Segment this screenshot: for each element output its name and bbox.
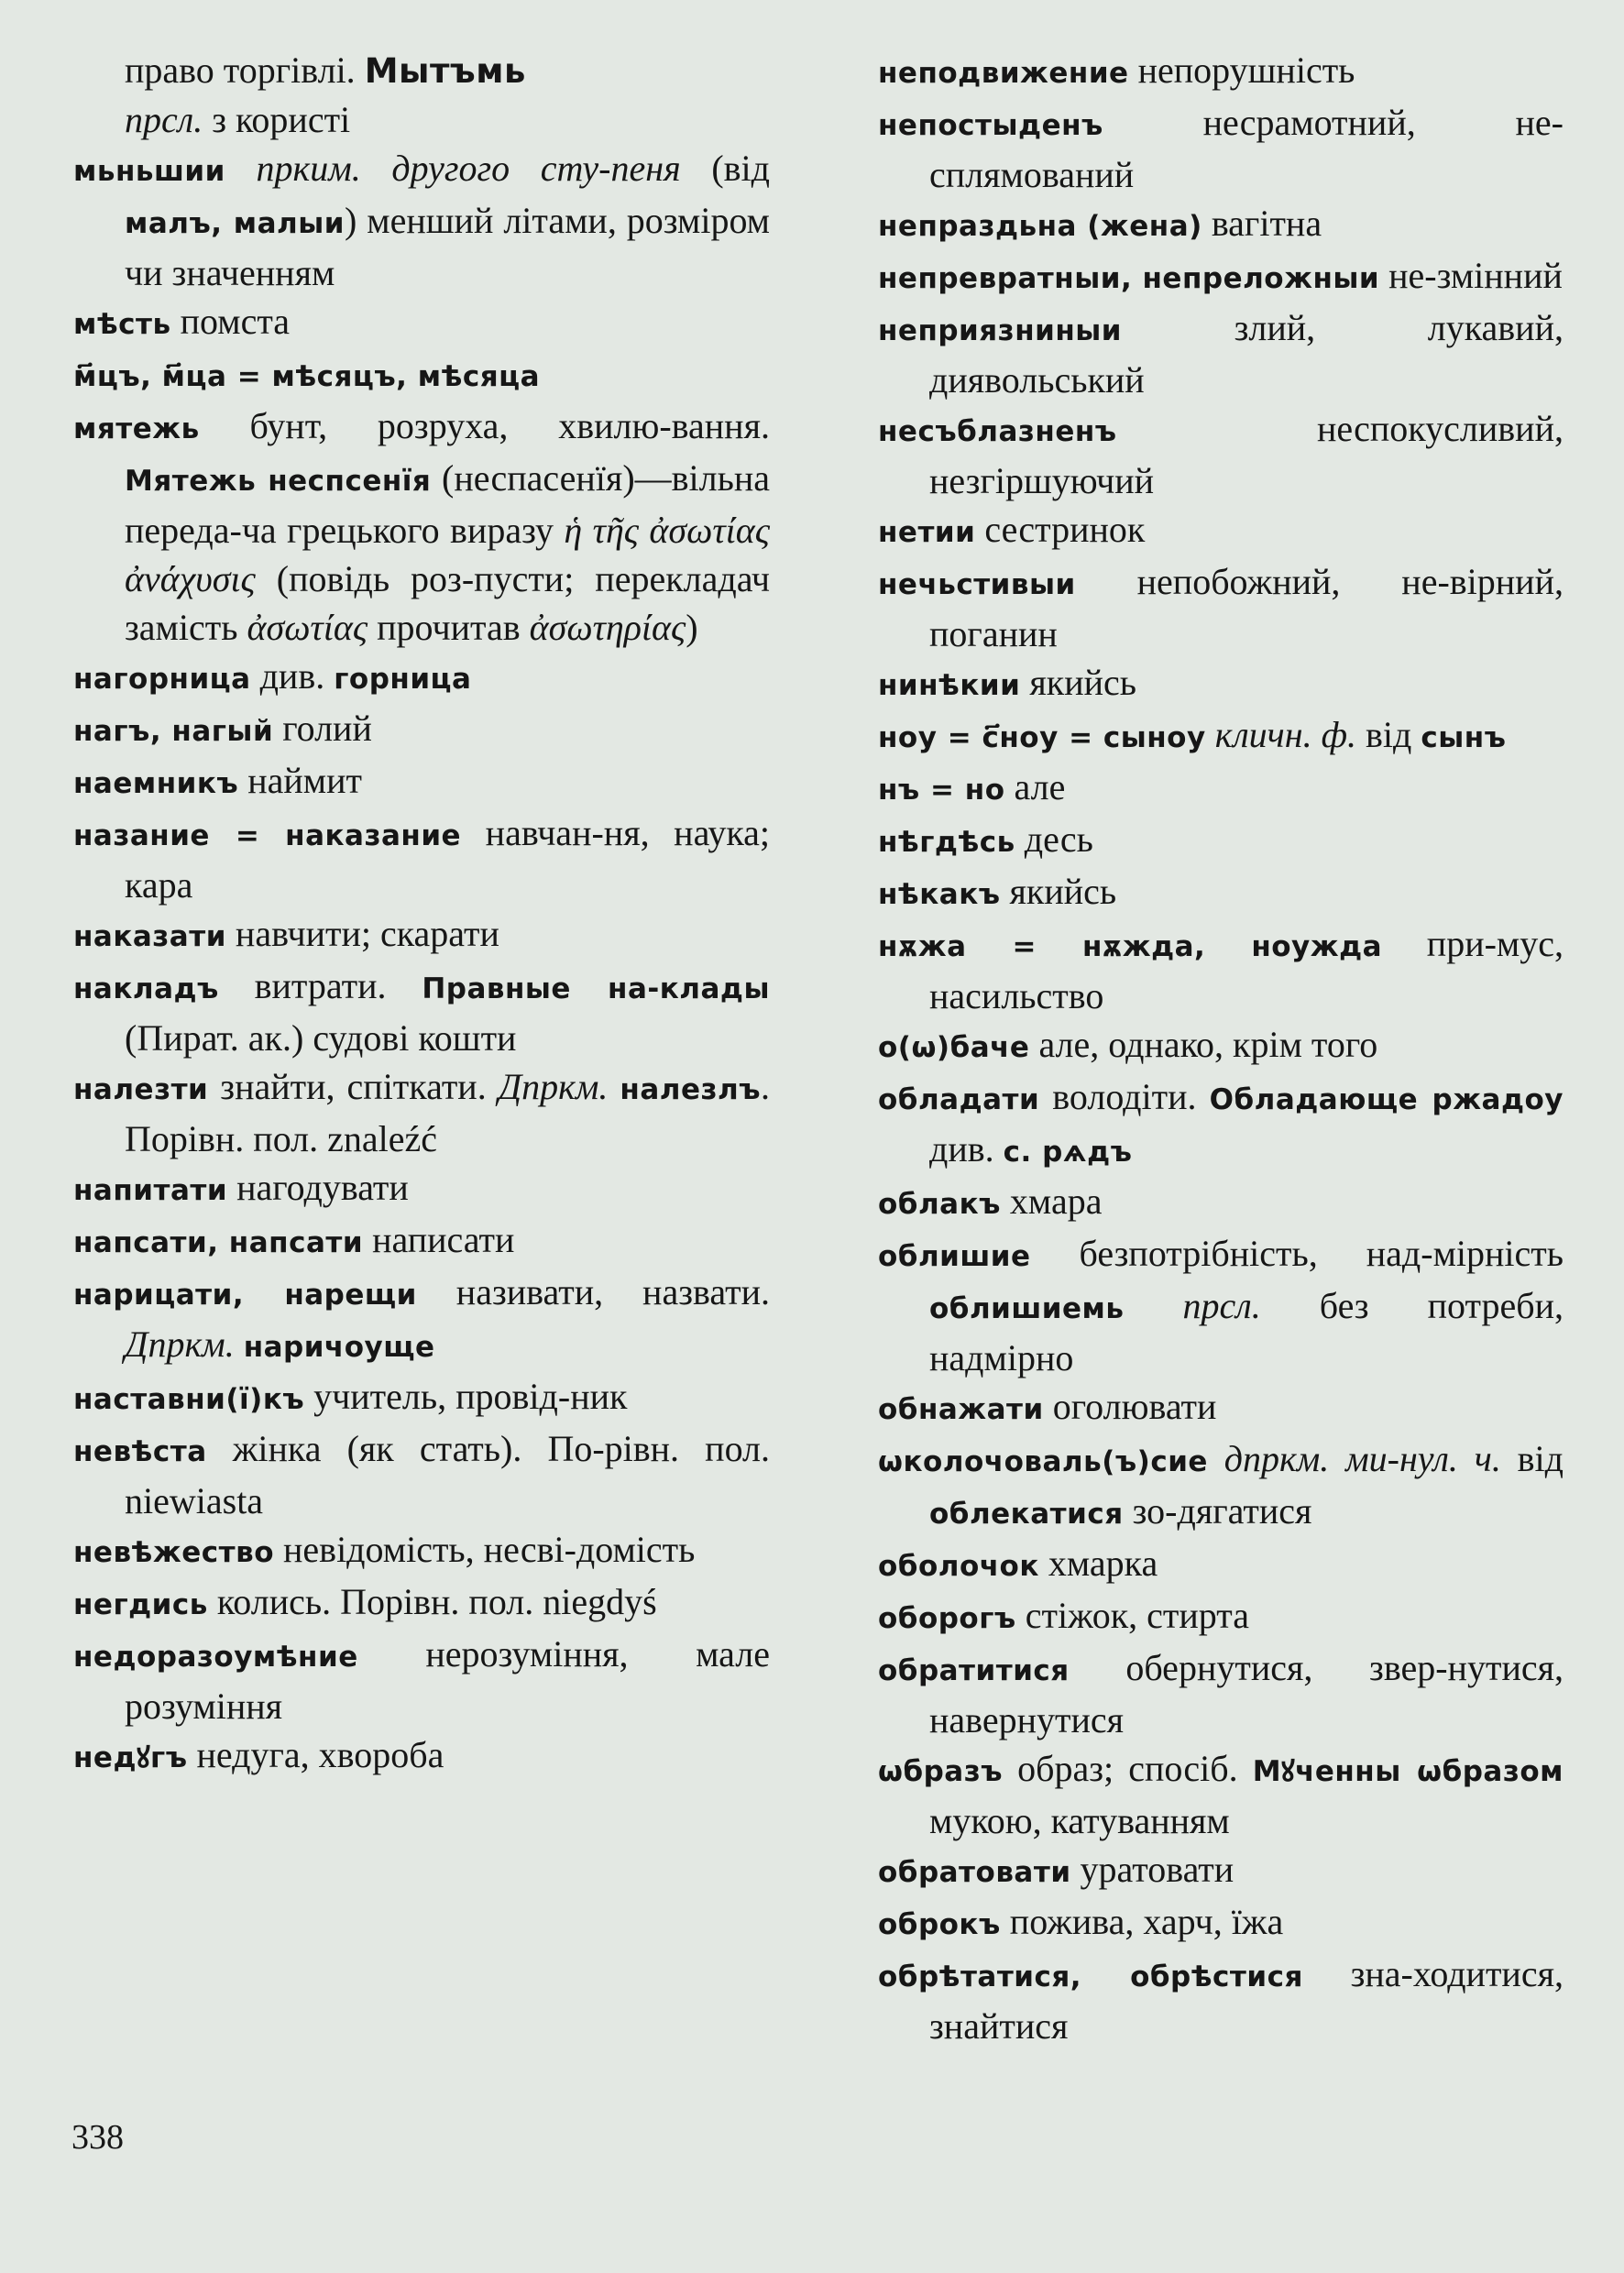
dictionary-entry: ноу = с҃ноу = сыноу кличн. ф. від сынъ xyxy=(878,714,1507,755)
dictionary-entry: напитати нагодувати xyxy=(73,1167,409,1208)
dictionary-entry: обладати володіти. Обладающе ржадоу див. с. рѧдъ xyxy=(878,1076,1564,1169)
dictionary-entry: обнажати оголювати xyxy=(878,1386,1217,1427)
dictionary-entry: мьньшии прким. другого сту-пеня (від малъ, малыи) менший літами, розміром чи значенням xyxy=(73,148,770,293)
dictionary-entry: недꙋгъ недуга, хвороба xyxy=(73,1734,444,1775)
page-number: 338 xyxy=(71,2118,124,2157)
dictionary-entry: право торгівлі. Мытъмь прсл. з користі xyxy=(125,49,526,140)
dictionary-entry: обратовати уратовати xyxy=(878,1849,1234,1890)
dictionary-entry: неприязниныи злий, лукавий, диявольський xyxy=(878,307,1564,401)
dictionary-entry: нинѣкии якийсь xyxy=(878,662,1136,703)
dictionary-entry: негдись колись. Порівн. пол. niegdyś xyxy=(73,1581,657,1622)
dictionary-entry: назание = наказание навчан-ня, наука; кара xyxy=(73,812,771,906)
dictionary-entry: нагъ, нагый голий xyxy=(73,708,372,749)
dictionary-entry: непраздьна (жена) вагітна xyxy=(878,203,1322,244)
dictionary-entry: наставни(ї)къ учитель, провід-ник xyxy=(73,1376,628,1417)
dictionary-entry: нарицати, нарещи називати, назвати. Дпркм. наричоуще xyxy=(73,1271,770,1365)
dictionary-entry: наемникъ наймит xyxy=(73,760,362,801)
dictionary-entry: оболочок хмарка xyxy=(878,1543,1158,1584)
dictionary-entry: наказати навчити; скарати xyxy=(73,913,499,954)
dictionary-entry: невѣжество невідомість, несві-домість xyxy=(73,1529,696,1570)
dictionary-entry: обратитися обернутися, звер-нутися, навернутися xyxy=(878,1647,1564,1740)
dictionary-entry: нѣгдѣсь десь xyxy=(878,818,1093,860)
dictionary-entry: м҃цъ, м҃ца = мѣсяцъ, мѣсяца xyxy=(73,360,541,393)
dictionary-entry: нѫжа = нѫжда, ноужда при-мус, насильство xyxy=(878,923,1564,1016)
dictionary-entry: непостыденъ несрамотний, не-сплямований xyxy=(878,102,1564,195)
dictionary-entry: невѣста жінка (як стать). По-рівн. пол. niewiasta xyxy=(73,1428,770,1521)
dictionary-entry: обрѣтатися, обрѣстися зна-ходитися, знайтися xyxy=(878,1953,1564,2047)
dictionary-entry: ѡколочоваль(ъ)сие дпркм. ми-нул. ч. від облекатися зо-дягатися xyxy=(878,1438,1564,1532)
right-column xyxy=(878,46,1564,2050)
dictionary-entry: несъблазненъ неспокусливий, незгіршуючий xyxy=(878,408,1564,501)
dictionary-entry: напсати, напсати написати xyxy=(73,1219,515,1260)
dictionary-entry: накладъ витрати. Правные на-клады (Пират. ак.) судові кошти xyxy=(73,965,770,1059)
dictionary-entry: облакъ хмара xyxy=(878,1180,1103,1222)
dictionary-entry: мятежь бунт, розруха, хвилю-вання. Мятежь неспсенїя (неспасенїя)—вільна переда-ча грецького виразу ἡ τῆς ἀσωτίας ἀνάχυσις (повідь роз-пусти; перекладач замість ἀσωτίας прочитав ἀσωτηρίας) xyxy=(73,405,771,648)
dictionary-entry: налезти знайти, спіткати. Дпркм. налезлъ. Порівн. пол. znaleźć xyxy=(73,1066,770,1159)
dictionary-entry: оброкъ пожива, харч, їжа xyxy=(878,1901,1284,1942)
dictionary-entry: мѣсть помста xyxy=(73,301,291,342)
dictionary-entry: о(ѡ)баче але, однако, крім того xyxy=(878,1024,1378,1065)
dictionary-entry: недоразоумѣние нерозуміння, мале розуміння xyxy=(73,1633,770,1727)
dictionary-entry: облишие безпотрібність, над-мірність облишиемь прсл. без потреби, надмірно xyxy=(878,1233,1564,1378)
dictionary-entry: нагорница див. горница xyxy=(73,655,472,697)
dictionary-entry: ѡбразъ образ; спосіб. Мꙋченны ѡбразом мукою, катуванням xyxy=(878,1748,1564,1841)
dictionary-entry: нѣкакъ якийсь xyxy=(878,871,1117,912)
dictionary-entry: нетии сестринок xyxy=(878,509,1146,550)
dictionary-entry: нъ = но але xyxy=(878,766,1066,807)
dictionary-entry: оборогъ стіжок, стирта xyxy=(878,1595,1249,1636)
left-column xyxy=(73,46,770,1783)
dictionary-entry: непревратныи, непреложныи не-змінний xyxy=(878,255,1563,296)
dictionary-entry: нечьстивыи непобожний, не-вірний, поганин xyxy=(878,561,1564,654)
dictionary-entry: неподвижение непорушність xyxy=(878,49,1355,91)
